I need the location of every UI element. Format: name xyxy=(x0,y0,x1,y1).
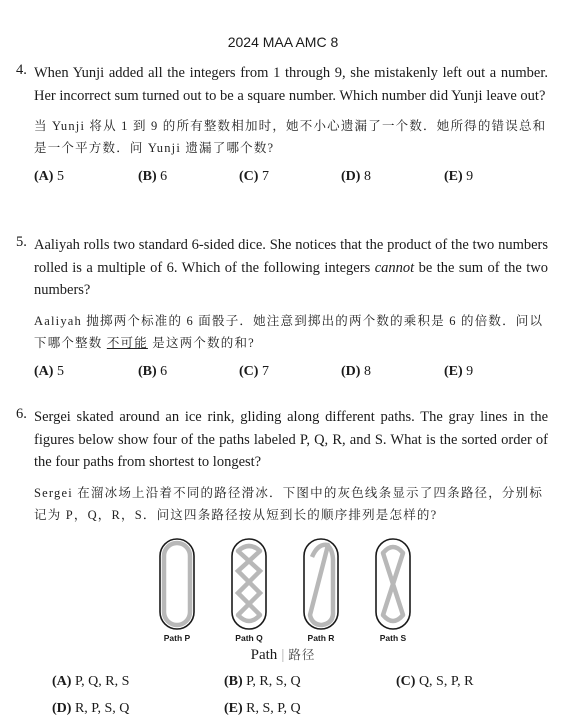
problem-text: Sergei skated around an ice rink, gliding along different paths. The gray lines in the figures below show four of the paths labeled P, Q, R, and S. What is the sorted order of the four paths from shortest to longest? xyxy=(34,409,548,470)
path-p-label: Path P xyxy=(163,633,191,643)
option-a[interactable]: (A) 5 xyxy=(34,363,64,379)
problem-text: When Yunji added all the integers from 1 through 9, she mistakenly left out a number. Her incorrect sum turned out to be a square number. Which number did Yunji leave out? xyxy=(34,65,548,104)
option-c[interactable]: (C) 7 xyxy=(239,363,269,379)
path-q-rink xyxy=(232,539,266,629)
option-c[interactable]: (C) Q, S, P, R xyxy=(396,674,474,689)
option-a[interactable]: (A) 5 xyxy=(34,169,64,184)
option-e[interactable]: (E) 9 xyxy=(444,169,474,184)
problem-number: 6. xyxy=(16,406,27,422)
problem-text: Aaliyah rolls two standard 6-sided dice. She notices that the product of the two numbers rolled is a multiple of 6. Which of the following integers cannot be the sum of the two numbers? xyxy=(34,237,548,298)
answer-options-6 xyxy=(52,674,566,696)
path-r-label: Path R xyxy=(307,633,335,643)
option-c[interactable]: (C) 7 xyxy=(239,169,269,184)
option-b[interactable]: (B) P, R, S, Q xyxy=(224,674,301,689)
option-d[interactable]: (D) 8 xyxy=(341,363,371,379)
answer-options xyxy=(34,364,548,386)
path-r-rink xyxy=(304,539,338,629)
problem-4 xyxy=(16,62,548,191)
path-p-rink xyxy=(160,539,194,629)
path-q-label: Path Q xyxy=(235,633,263,643)
problem-text-zh: Aaliyah 抛掷两个标准的 6 面骰子．她注意到掷出的两个数的乘积是 6 的倍数．问以下哪个整数 不可能 是这两个数的和? xyxy=(34,313,544,350)
problem-6 xyxy=(16,406,548,526)
problem-number: 4. xyxy=(16,62,27,78)
problem-text-zh: Sergei 在溜冰场上沿着不同的路径滑冰．下图中的灰色线条显示了四条路径，分别标记为 P，Q，R，S．问这四条路径按从短到长的顺序排列是怎样的? xyxy=(34,485,544,522)
path-s-rink xyxy=(376,539,410,629)
path-s-label: Path S xyxy=(379,633,407,643)
option-b[interactable]: (B) 6 xyxy=(138,363,168,379)
figure-caption: Path | 路径 xyxy=(250,647,316,663)
problem-5 xyxy=(16,234,548,386)
problem-text-zh: 当 Yunji 将从 1 到 9 的所有整数相加时，她不小心遗漏了一个数．她所得的错误总和是一个平方数．问 Yunji 遗漏了哪个数? xyxy=(34,119,547,155)
option-e[interactable]: (E) R, S, P, Q xyxy=(224,701,301,716)
problem-number: 5. xyxy=(16,234,27,250)
option-a[interactable]: (A) P, Q, R, S xyxy=(52,674,130,689)
page-header: 2024 MAA AMC 8 xyxy=(227,34,339,50)
paths-svg xyxy=(150,535,440,645)
option-d[interactable]: (D) R, P, S, Q xyxy=(52,701,130,716)
option-d[interactable]: (D) 8 xyxy=(341,169,371,184)
answer-options xyxy=(34,169,548,191)
option-e[interactable]: (E) 9 xyxy=(444,363,474,379)
answer-options-6b xyxy=(52,701,566,723)
option-b[interactable]: (B) 6 xyxy=(138,169,168,184)
